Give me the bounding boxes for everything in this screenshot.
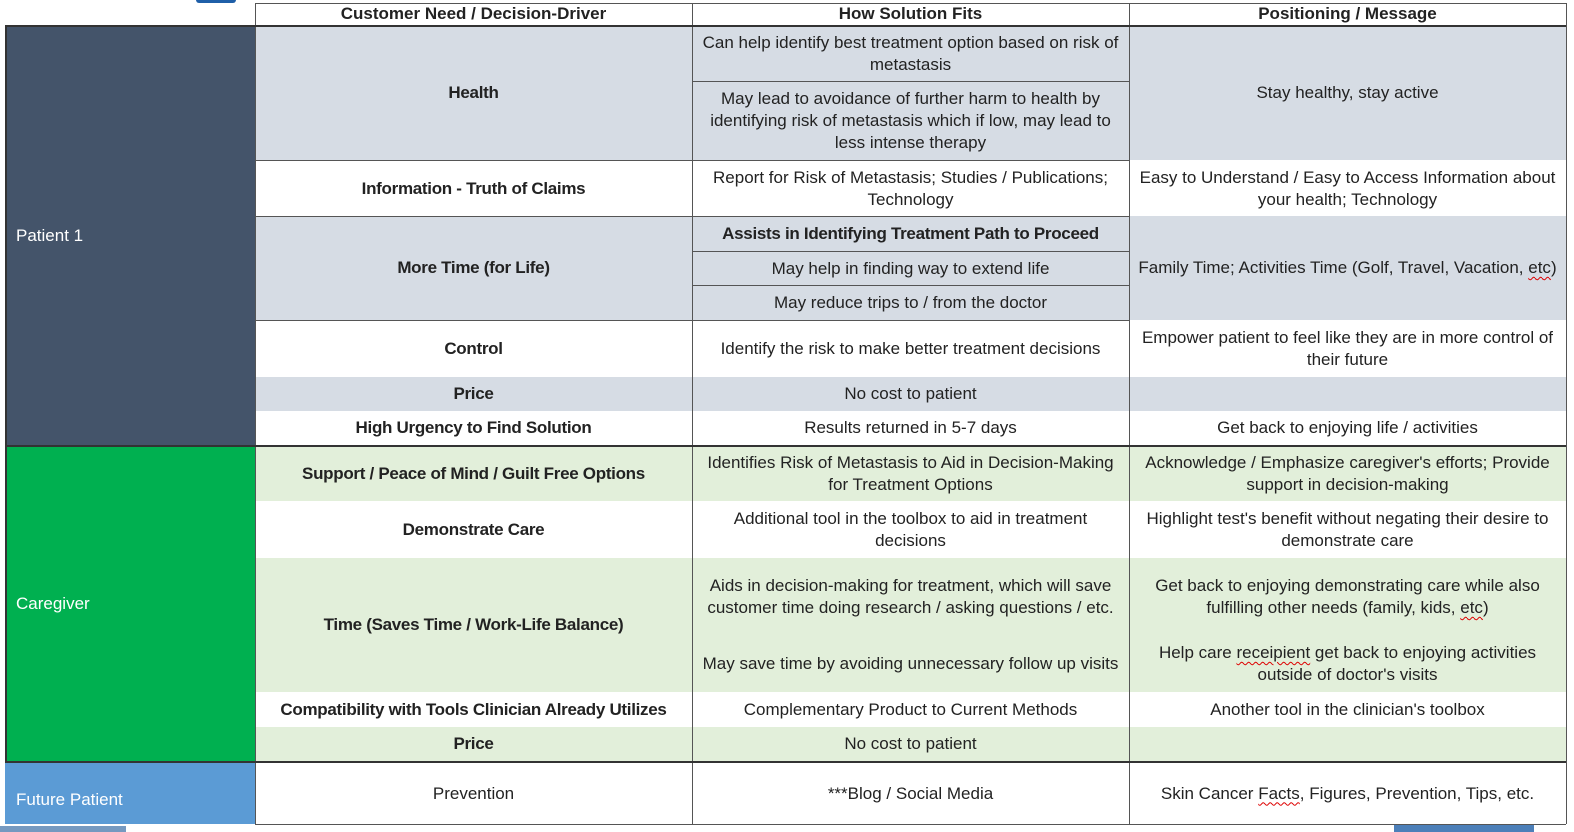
fit-urgency: Results returned in 5-7 days	[804, 418, 1017, 437]
message-prevention-word: Facts	[1258, 783, 1300, 803]
message-prevention-pre: Skin Cancer	[1160, 783, 1254, 803]
segment-caregiver	[5, 446, 255, 762]
header-customer-need: Customer Need / Decision-Driver	[340, 4, 607, 23]
message-prevention-post: , Figures, Prevention, Tips, etc.	[1299, 783, 1535, 803]
fit-support: Identifies Risk of Metastasis to Aid in Decision-Making for Treatment Options	[707, 453, 1114, 494]
fit-more-time-3: May reduce trips to / from the doctor	[773, 293, 1048, 312]
title-fragment	[196, 0, 236, 3]
segment-caregiver-label: Caregiver	[16, 594, 90, 613]
header-solution-fit: How Solution Fits	[838, 4, 983, 23]
fit-health-1: Can help identify best treatment option based on risk of metastasis	[702, 32, 1119, 74]
message-caregiver-time-2-post: get back to enjoying activities outside of doctor's visits	[1257, 643, 1537, 684]
segment-future-label: Future Patient	[16, 790, 123, 809]
grid-line	[255, 824, 1566, 825]
grid-line	[1566, 3, 1567, 824]
fit-caregiver-time-1: Aids in decision-making for treatment, which will save customer time doing research / asking questions / etc.	[707, 576, 1114, 617]
need-support: Support / Peace of Mind / Guilt Free Options	[302, 464, 645, 483]
fit-control: Identify the risk to make better treatment decisions	[720, 339, 1101, 358]
message-prevention	[1129, 763, 1566, 824]
fit-more-time-1: Assists in Identifying Treatment Path to Proceed	[722, 223, 1099, 243]
fit-compatibility: Complementary Product to Current Methods	[743, 699, 1078, 719]
message-caregiver-time-2	[1129, 636, 1566, 692]
need-caregiver-time: Time (Saves Time / Work-Life Balance)	[323, 615, 624, 634]
need-health: Health	[448, 83, 499, 102]
message-caregiver-time-1-etc: etc	[1460, 598, 1483, 617]
message-caregiver-time-1-text: Get back to enjoying demonstrating care while also fulfilling other needs (family, kids,	[1155, 576, 1540, 617]
grid-line	[5, 25, 7, 762]
need-demonstrate-care: Demonstrate Care	[402, 519, 545, 539]
segment-patient-label: Patient 1	[16, 226, 84, 245]
fit-caregiver-time-2: May save time by avoiding unnecessary follow up visits	[702, 654, 1119, 673]
segment-patient	[5, 26, 255, 446]
message-demonstrate-care: Highlight test's benefit without negating their desire to demonstrate care	[1146, 508, 1549, 550]
message-more-time-end: )	[1550, 258, 1557, 277]
message-support: Acknowledge / Emphasize caregiver's efforts; Provide support in decision-making	[1145, 453, 1550, 494]
need-urgency: High Urgency to Find Solution	[355, 418, 592, 437]
message-more-time-etc: etc	[1528, 258, 1551, 277]
message-urgency: Get back to enjoying life / activities	[1217, 418, 1478, 437]
fit-prevention: ***Blog / Social Media	[827, 783, 994, 803]
fit-more-time-2: May help in finding way to extend life	[771, 258, 1050, 278]
message-information: Easy to Understand / Easy to Access Information about your health; Technology	[1139, 167, 1556, 209]
message-control: Empower patient to feel like they are in more control of their future	[1141, 328, 1554, 369]
message-health: Stay healthy, stay active	[1256, 83, 1439, 102]
logo-fragment-left	[0, 826, 126, 832]
need-price-patient: Price	[453, 384, 494, 403]
message-caregiver-time-2-word: receipient	[1236, 643, 1311, 662]
grid-line	[255, 3, 1566, 4]
message-compatibility: Another tool in the clinician's toolbox	[1210, 699, 1485, 719]
fit-information: Report for Risk of Metastasis; Studies / Publications; Technology	[713, 167, 1108, 209]
message-caregiver-time-1	[1129, 558, 1566, 636]
need-information: Information - Truth of Claims	[361, 178, 586, 198]
segment-future-patient	[5, 762, 255, 824]
message-more-time-text: Family Time; Activities Time (Golf, Travel, Vacation,	[1138, 258, 1524, 277]
need-prevention: Prevention	[432, 783, 515, 803]
need-price-caregiver: Price	[453, 734, 494, 753]
need-more-time: More Time (for Life)	[397, 258, 550, 277]
header-positioning: Positioning / Message	[1258, 4, 1437, 23]
fit-demonstrate-care: Additional tool in the toolbox to aid in treatment decisions	[733, 508, 1088, 550]
need-control: Control	[444, 339, 503, 358]
message-caregiver-time-1-end: )	[1482, 598, 1489, 617]
logo-fragment-right	[1394, 824, 1534, 832]
fit-price-patient: No cost to patient	[844, 384, 977, 403]
fit-health-2: May lead to avoidance of further harm to health by identifying risk of metastasis which if low, may lead to less intense therapy	[710, 89, 1111, 152]
fit-price-caregiver: No cost to patient	[844, 734, 977, 753]
message-caregiver-time-2-pre: Help care	[1158, 643, 1232, 662]
message-more-time	[1129, 216, 1566, 320]
need-compatibility: Compatibility with Tools Clinician Already Utilizes	[280, 699, 667, 719]
